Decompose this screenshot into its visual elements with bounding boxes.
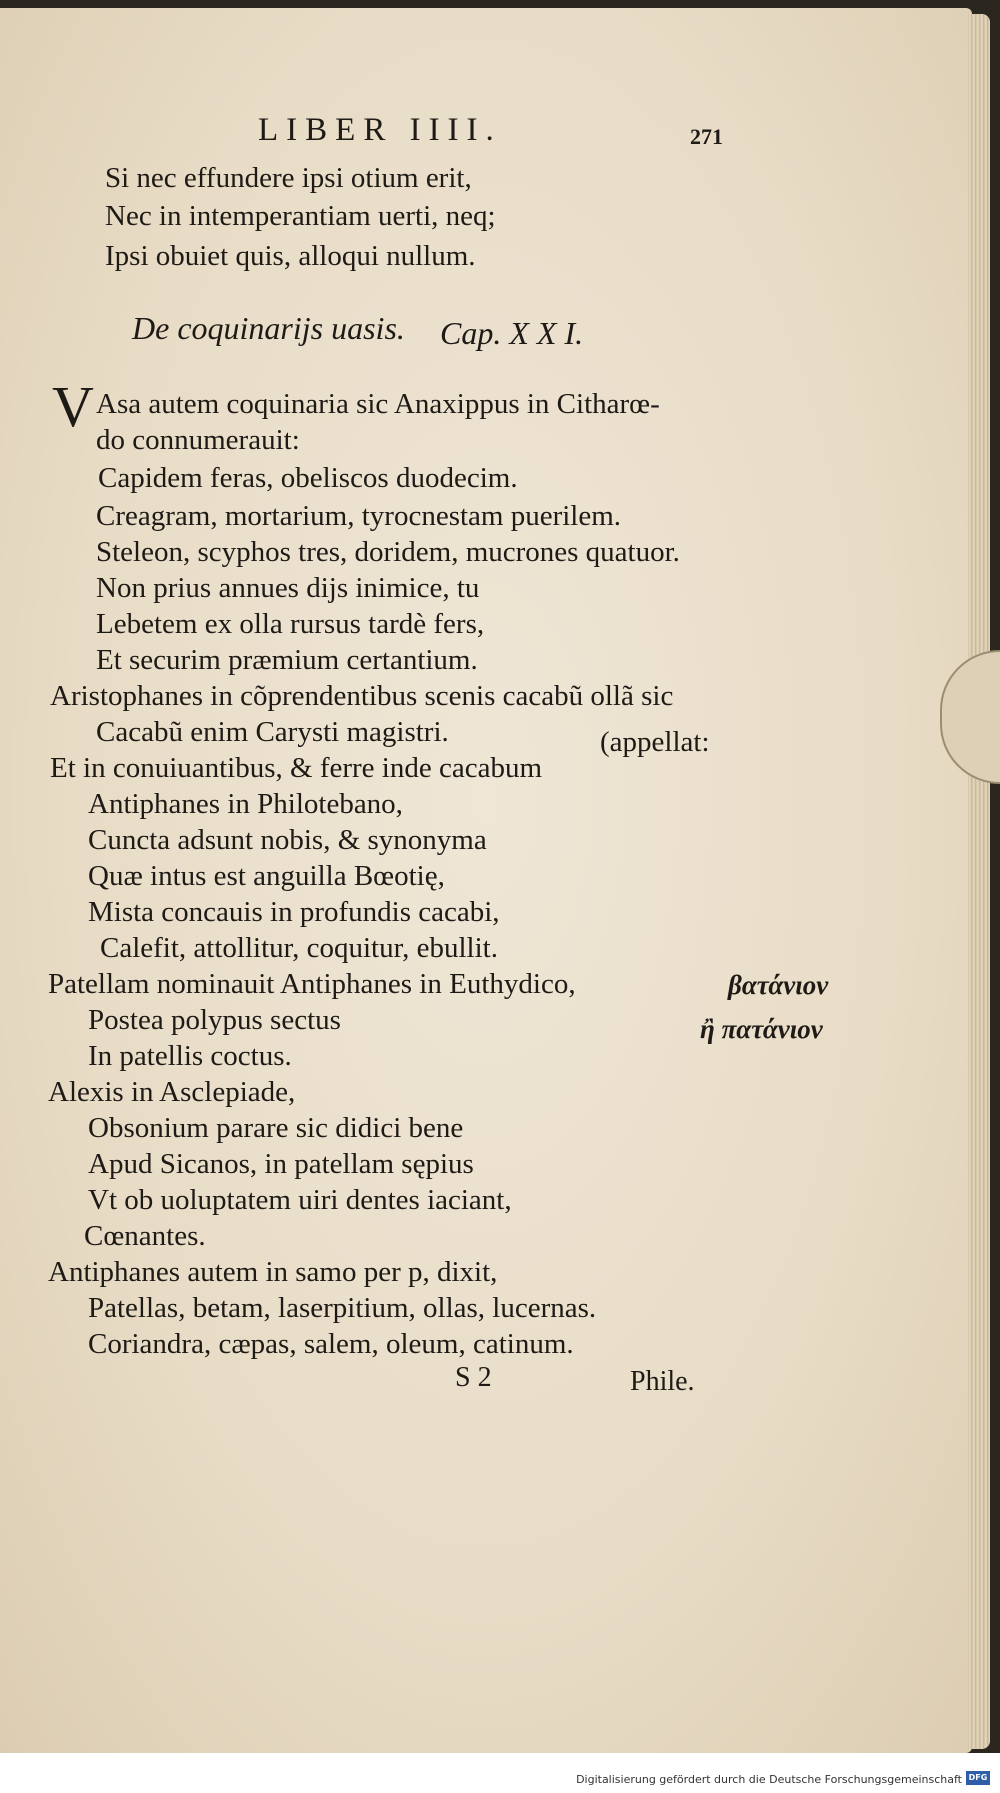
dfg-logo: DFG (966, 1771, 990, 1785)
verse-line-1: Si nec effundere ipsi otium erit, (105, 162, 472, 194)
body-line-20: Alexis in Asclepiade, (48, 1076, 296, 1108)
body-line-16: Calefit, attollitur, coquitur, ebullit. (100, 932, 498, 964)
body-line-27: Coriandra, cæpas, salem, oleum, catinum. (88, 1328, 574, 1360)
body-line-13: Cuncta adsunt nobis, & synonyma (88, 824, 487, 856)
body-line-19: In patellis coctus. (88, 1040, 292, 1072)
body-line-18: Postea polypus sectus (88, 1004, 341, 1036)
body-line-17: Patellam nominauit Antiphanes in Euthydico, (48, 968, 576, 1000)
body-line-5: Steleon, scyphos tres, doridem, mucrones quatuor. (96, 536, 680, 568)
drop-cap: V (52, 374, 94, 439)
body-line-15: Mista concauis in profundis cacabi, (88, 896, 500, 928)
body-line-25: Antiphanes autem in samo per p, dixit, (48, 1256, 498, 1288)
page-edge (968, 14, 990, 1749)
running-title: LIBER IIII. (258, 112, 502, 148)
body-line-7: Lebetem ex olla rursus tardè fers, (96, 608, 485, 640)
body-line-11: Et in conuiuantibus, & ferre inde cacabum (50, 752, 543, 784)
body-line-10: Cacabũ enim Carysti magistri. (96, 716, 449, 748)
margin-greek-2: ἢ πατάνιον (700, 1014, 823, 1044)
body-line-2: do connumerauit: (96, 424, 300, 456)
body-line-24: Cœnantes. (84, 1220, 206, 1252)
body-line-6: Non prius annues dijs inimice, tu (96, 572, 480, 604)
chapter-title: De coquinarijs uasis. (132, 310, 405, 346)
signature-mark: S 2 (455, 1362, 492, 1393)
footer-credit: Digitalisierung gefördert durch die Deutsche Forschungsgemeinschaft (576, 1773, 962, 1786)
body-line-14: Quæ intus est anguilla Bœotię, (88, 860, 445, 892)
catchword: Phile. (630, 1366, 695, 1397)
verse-line-2: Nec in intemperantiam uerti, neq; (105, 200, 496, 232)
body-line-9: Aristophanes in cõprendentibus scenis cacabũ ollã sic (50, 680, 674, 712)
margin-appellat: (appellat: (600, 726, 710, 758)
page-number: 271 (690, 124, 723, 149)
chapter-number: Cap. X X I. (440, 315, 584, 351)
body-line-8: Et securim præmium certantium. (96, 644, 478, 676)
body-line-4: Creagram, mortarium, tyrocnestam puerilem. (96, 500, 622, 532)
body-line-12: Antiphanes in Philotebano, (88, 788, 403, 820)
body-line-21: Obsonium parare sic didici bene (88, 1112, 464, 1144)
body-line-3: Capidem feras, obeliscos duodecim. (98, 462, 518, 494)
verse-line-3: Ipsi obuiet quis, alloqui nullum. (105, 240, 476, 272)
body-line-26: Patellas, betam, laserpitium, ollas, lucernas. (88, 1292, 597, 1324)
margin-greek-1: βατάνιον (728, 970, 829, 1000)
body-line-23: Vt ob uoluptatem uiri dentes iaciant, (88, 1184, 512, 1216)
body-line-22: Apud Sicanos, in patellam sępius (88, 1148, 474, 1180)
body-line-1: Asa autem coquinaria sic Anaxippus in Citharœ- (96, 388, 660, 420)
